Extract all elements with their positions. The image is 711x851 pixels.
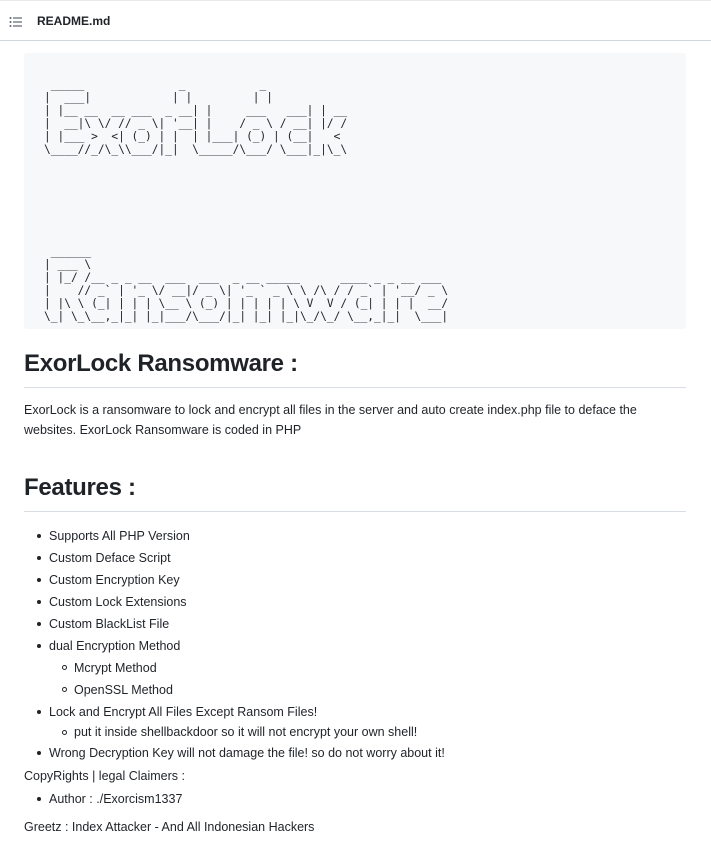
sub-list-item: Mcrypt Method [24, 657, 686, 679]
list-item: Custom Deface Script [24, 547, 686, 569]
ascii-art-ransomware: ______ | ___ \ | |_/ /__ _ _ __ ___ ___ _ __ _____ ____ _ _ __ ___ | // _` | '_ \/ __|/ _ \| '_ ` _ \ \ /\ / / _` | '__/ _ \ | |\ \ (_| | | | \__ \ (_) | | | | | \ V V / (_| | | | __/ \_| \_\__,_|_| |_|___/\___/|_| |_| |_|\_/\_/ \__,_|_| \___| [44, 245, 449, 323]
file-name: README.md [37, 14, 111, 28]
list-item: Supports All PHP Version [24, 525, 686, 547]
list-item: Custom BlackList File [24, 613, 686, 635]
description-paragraph: ExorLock is a ransomware to lock and encrypt all files in the server and auto create index.php file to deface the websites. ExorLock Ransomware is coded in PHP [24, 403, 637, 437]
heading-divider [24, 511, 686, 512]
author-list [24, 788, 686, 810]
list-item: Author : ./Exorcism1337 [24, 788, 686, 810]
ascii-art-exorlock: _____ _ _ | ___| | | | | | |__ __ __ ___ _ __| | ___ ___| | __ | __|\ \/ // _ \| '__| | / _ \ / __| |/ / | |___ > <| (_) | | | |___| (_) | (__| < \____//_/\_\\___/|_| \_____/\___/ \___|_|\_\ [44, 78, 348, 156]
greetz-text: Greetz : Index Attacker - And All Indonesian Hackers [24, 820, 315, 834]
file-header [0, 0, 711, 41]
list-item: Lock and Encrypt All Files Except Ransom Files! [24, 701, 686, 723]
list-item: Wrong Decryption Key will not damage the file! so do not worry about it! [24, 742, 686, 764]
sub-list-item: put it inside shellbackdoor so it will not encrypt your own shell! [24, 723, 686, 742]
list-item: Custom Encryption Key [24, 569, 686, 591]
list-item: Custom Lock Extensions [24, 591, 686, 613]
heading-divider [24, 387, 686, 388]
page-title: ExorLock Ransomware : [24, 350, 298, 377]
ascii-banner [24, 53, 686, 329]
list-unordered-icon[interactable] [9, 15, 23, 27]
copyrights-label: CopyRights | legal Claimers : [24, 769, 185, 783]
features-heading: Features : [24, 474, 136, 501]
list-item: dual Encryption Method [24, 635, 686, 657]
sub-list-item: OpenSSL Method [24, 679, 686, 701]
features-list [24, 525, 686, 764]
